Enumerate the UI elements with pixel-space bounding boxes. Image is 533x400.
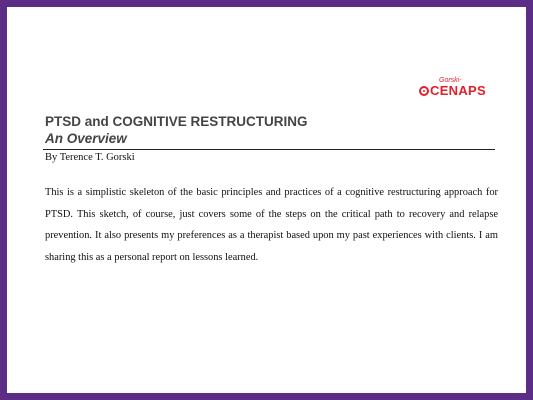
document-subtitle: An Overview bbox=[45, 131, 127, 146]
logo-small-text: Gorski- bbox=[439, 77, 462, 84]
body-paragraph: This is a simplistic skeleton of the basic principles and practices of a cognitive restructuring approach for PTSD. This sketch, of course, just covers some of the steps on the critical path to recovery and relapse prevention. It also presents my preferences as a therapist based upon my past experiences with clients. I am sharing this as a personal report on lessons learned. bbox=[45, 187, 498, 263]
logo-circle-icon bbox=[419, 86, 429, 96]
author-byline: By Terence T. Gorski bbox=[45, 152, 135, 163]
gorski-cenaps-logo bbox=[419, 77, 486, 98]
document-title: PTSD and COGNITIVE RESTRUCTURING bbox=[45, 114, 308, 129]
title-divider bbox=[43, 149, 495, 150]
logo-main-text: CENAPS bbox=[430, 83, 486, 98]
logo-main bbox=[419, 84, 486, 98]
